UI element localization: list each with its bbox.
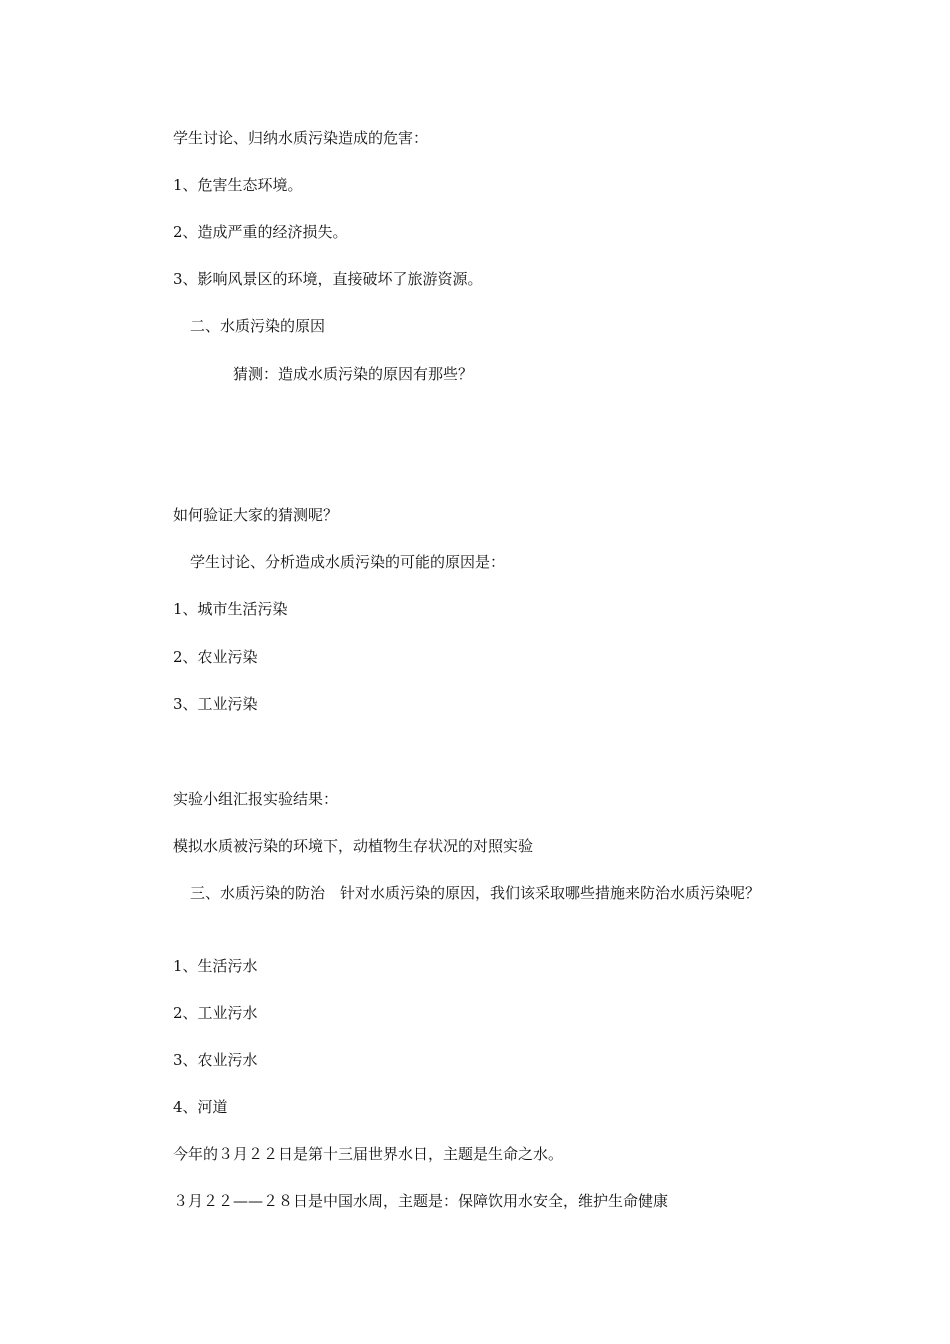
cause-item-3: 3、工业污染	[173, 695, 258, 713]
cause-intro: 学生讨论、分析造成水质污染的可能的原因是：	[190, 553, 506, 571]
world-water-day: 今年的３月２２日是第十三届世界水日，主题是生命之水。	[173, 1145, 564, 1163]
harm-item-2: 2、造成严重的经济损失。	[173, 223, 348, 241]
measure-item-1: 1、生活污水	[173, 957, 258, 975]
harm-item-3: 3、影响风景区的环境，直接破坏了旅游资源。	[173, 270, 483, 288]
cause-item-1: 1、城市生活污染	[173, 600, 288, 618]
measure-item-2: 2、工业污水	[173, 1004, 258, 1022]
section-2-title: 二、水质污染的原因	[190, 317, 326, 335]
section-3-paragraph: 三、水质污染的防治 针对水质污染的原因，我们该采取哪些措施来防治水质污染呢？	[190, 884, 761, 902]
harm-item-1: 1、危害生态环境。	[173, 176, 303, 194]
measure-item-3: 3、农业污水	[173, 1051, 258, 1069]
china-water-week: ３月２２——２８日是中国水周，主题是：保障饮用水安全，维护生命健康	[173, 1192, 669, 1210]
verify-question: 如何验证大家的猜测呢？	[173, 506, 339, 524]
harm-intro: 学生讨论、归纳水质污染造成的危害：	[173, 129, 429, 147]
experiment-description: 模拟水质被污染的环境下，动植物生存状况的对照实验	[173, 837, 534, 855]
guess-question: 猜测：造成水质污染的原因有那些？	[233, 365, 474, 383]
measure-item-4: 4、河道	[173, 1098, 228, 1116]
report-heading: 实验小组汇报实验结果：	[173, 790, 339, 808]
cause-item-2: 2、农业污染	[173, 648, 258, 666]
